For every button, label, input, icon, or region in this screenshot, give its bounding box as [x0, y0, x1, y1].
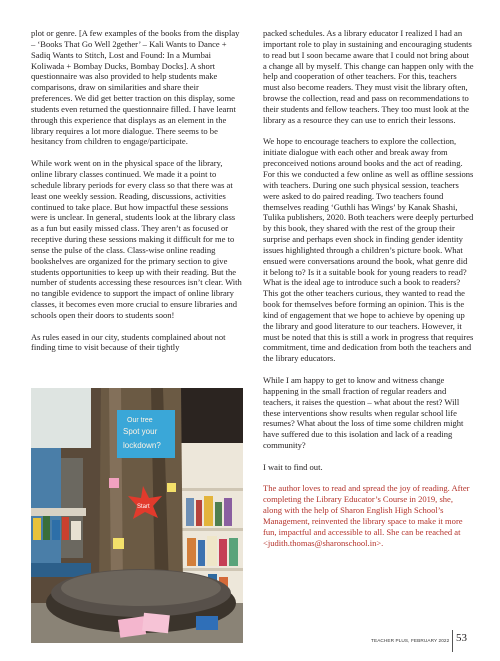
- right-paragraph-2: We hope to encourage teachers to explore the collection, initiate dialogue with each other and break away from preconceived notions around books and the act of reading. For this we conducted a few online as well as offline sessions with teachers. During one such physical session, teachers were asked to do paired reading. Two teachers found themselves reading ‘Guthli has Wings’ by Kanak Shashi, Tulika publishers, 2020. Both teachers were deeply perturbed by this book, they shared with the rest of the group their surprise and perhaps even shock in finding gender identity issues highlighted through a children’s picture book. What ensued were conversations around the book, what genre did it belong to? Is it a suitable book for young readers to read? What is the ideal age to introduce such a book to readers? This got the other teachers curious, they wanted to read the book for themselves before forming an opinion. This is the kind of engagement that we hope to achieve by opening up the library and good literature to our teachers. However, it must be noted that this is still a work in progress that requires commitment, time and dedication from both the teachers and the library educators.: [263, 136, 474, 364]
- poster-line-2: Spot your: [123, 427, 158, 436]
- left-column: [31, 28, 242, 364]
- page-footer: [371, 628, 481, 654]
- right-paragraph-3: While I am happy to get to know and witness change happening in the small fraction of regular readers and teachers, it raises the question – what about the rest? Will these interventions show results when regular school life resumes? What about the loss of time some children might have suffered due to this isolation and lack of a reading community?: [263, 375, 464, 451]
- right-column: [263, 28, 474, 559]
- author-bio: The author loves to read and spread the joy of reading. After completing the Library Educator’s Course in 2019, she, along with the help of Sharon English High School’s Management, reinvented the library space to make it more fun, impactful and accessible to all. She can be reached at <judith.thomas@sharonschool.in>.: [263, 483, 470, 548]
- magazine-footer-label: TEACHER PLUS, FEBRUARY 2022: [371, 638, 450, 643]
- right-paragraph-1: packed schedules. As a library educator I realized I had an important role to play in sustaining and encouraging students to read but I soon became aware that I could not bring about a change all by myself. This change can happen only with the help and cooperation of other teachers. For this, teachers must also become readers. They must visit the library often, browse the collection, read and pass on recommendations to their students and fellow teachers. They too must look at the library as a resource they can use to enrich their lessons.: [263, 28, 474, 125]
- left-paragraph-3: As rules eased in our city, students complained about not finding time to visit because of their tightly: [31, 331, 226, 353]
- library-tree-photo: [31, 388, 243, 643]
- right-paragraph-4: I wait to find out.: [263, 461, 323, 472]
- left-paragraph-1: plot or genre. [A few examples of the books from the display – ‘Books That Go Well 2gether’ – Kali Wants to Dance + Sadiq Wants to Stitch, Lost and Found: In a Mumbai Koliwada + Bombay Ducks, Bombay Docks]. A short questionnaire was also provided to help students make comparisons, draw on similarities and share their preferences. We did get better traction on this display, some students even returned the questionnaire filled. I have learnt through this experience that displays as an element in the library requires a lot more dialogue. There seems to be hesitancy from children to engage/participate.: [31, 28, 240, 147]
- footer-divider: [452, 630, 453, 652]
- page-number: 53: [456, 632, 467, 644]
- star-note-text: Start: [137, 504, 150, 510]
- left-paragraph-2: While work went on in the physical space of the library, online library classes continued. We made it a point to schedule library periods for every class so that there was at least one weekly session. Reading, discussions, activities continued to take place. But how impactful these sessions were is unclear. In general, students look at the library class as a fun but easily missed class. They aren’t as focused or receptive during these sessions making it difficult for me to sense the pulse of the class. Class-wise online reading bookshelves are organized for the primary section to give students opportunities to keep up with their reading. But the number of students accessing these resources isn’t clear. With no tangible evidence to support the impact of online library classes, it becomes even more crucial to ensure libraries and schools open their doors to students soon!: [31, 158, 242, 320]
- poster-line-3: lockdown?: [123, 441, 161, 450]
- poster-line-1: Our tree: [127, 417, 153, 424]
